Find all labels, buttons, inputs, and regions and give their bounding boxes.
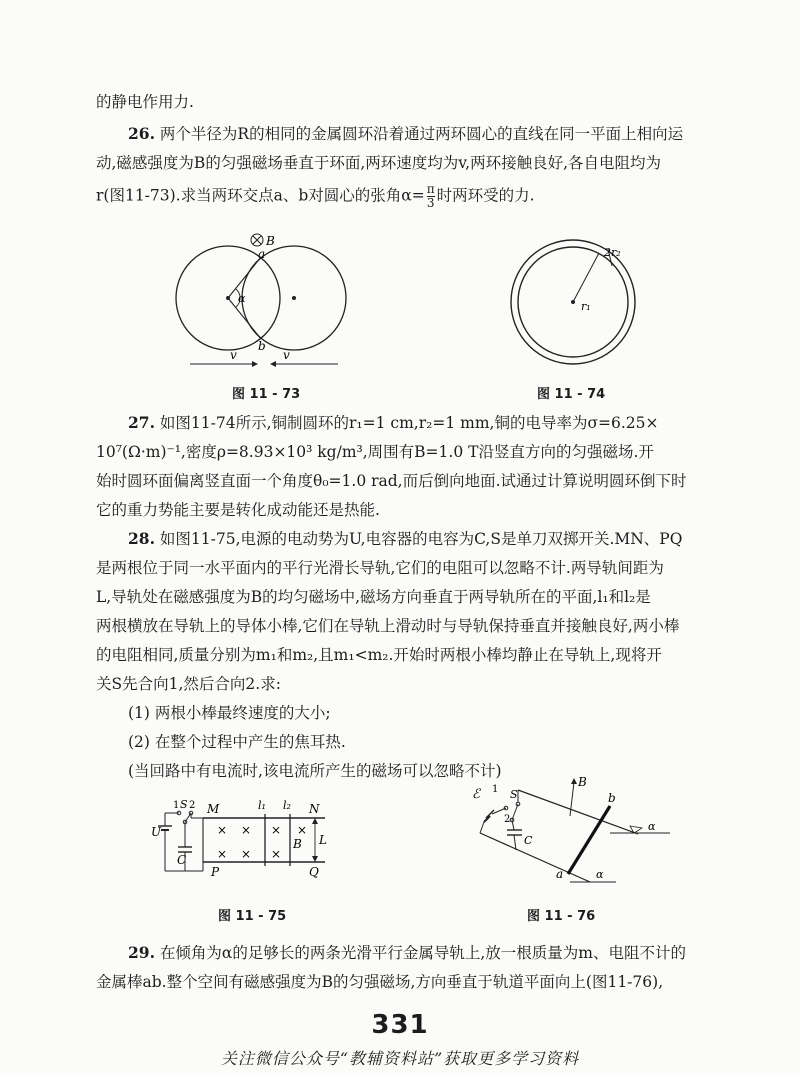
problem-27-line2: 10⁷(Ω·m)⁻¹,密度ρ=8.93×10³ kg/m³,周围有B=1.0 T沿竖直方向的匀强磁场.开	[96, 443, 654, 461]
problem-27-line3: 始时圆环面偏离竖直面一个角度θ₀=1.0 rad,而后倒向地面.试通过计算说明圆环倒下时	[96, 472, 687, 490]
center-dot-left	[226, 296, 230, 300]
switch-S	[177, 811, 203, 824]
label-C: C	[524, 834, 533, 847]
caption-11-76: 图 11 - 76	[527, 909, 596, 924]
label-r1: r₁	[581, 300, 591, 313]
label-L: L	[319, 833, 327, 847]
rail-lower	[480, 833, 590, 882]
label-alpha: α	[238, 292, 246, 305]
figure-11-74	[500, 240, 670, 380]
svg-text:×: ×	[271, 847, 282, 861]
problem-27-line4: 它的重力势能主要是转化成动能还是热能.	[96, 501, 380, 519]
problem-29-line1: 29. 在倾角为α的足够长的两条光滑平行金属导轨上,放一根质量为m、电阻不计的	[128, 943, 687, 962]
label-b: b	[608, 791, 616, 805]
label-a: a	[258, 247, 266, 261]
figure-11-73	[170, 228, 360, 378]
figure-11-76	[470, 775, 670, 898]
problem-28-note: (当回路中有电流时,该电流所产生的磁场可以忽略不计)	[128, 762, 502, 780]
label-B: B	[293, 837, 302, 851]
svg-text:×: ×	[271, 823, 282, 837]
velocity-arrow-right	[190, 361, 258, 367]
label-1: 1	[173, 800, 180, 811]
caption-11-75: 图 11 - 75	[218, 909, 287, 924]
label-B: B	[578, 775, 587, 789]
problem-26-line1: 26. 两个半径为R的相同的金属圆环沿着通过两环圆心的直线在同一平面上相向运	[128, 124, 684, 143]
text-line: 的静电作用力.	[96, 93, 194, 111]
svg-text:×: ×	[217, 847, 228, 861]
label-v-right: v	[283, 348, 290, 362]
rail-upper	[518, 790, 638, 834]
svg-text:×: ×	[217, 823, 228, 837]
problem-27-line1: 27. 如图11-74所示,铜制圆环的r₁=1 cm,r₂=1 mm,铜的电导率为σ=6.25×	[128, 413, 659, 432]
figure-11-75	[151, 796, 345, 896]
label-a: a	[556, 867, 564, 881]
svg-text:×: ×	[297, 823, 308, 837]
footer-note: 关注微信公众号“教辅资料站”获取更多学习资料	[220, 1049, 580, 1068]
problem-29-line2: 金属棒ab.整个空间有磁感强度为B的匀强磁场,方向垂直于轨道平面向上(图11-76),	[96, 973, 664, 991]
problem-28-line2: 是两根位于同一水平面内的平行光滑长导轨,它们的电阻可以忽略不计.两导轨间距为	[96, 559, 664, 577]
label-alpha-lower: α	[596, 868, 604, 881]
problem-28-line3: L,导轨处在磁感强度为B的均匀磁场中,磁场方向垂直于两导轨所在的平面,l₁和l₂是	[96, 588, 651, 606]
label-B: B	[266, 234, 275, 248]
label-1: 1	[492, 784, 499, 795]
label-emf: ℰ	[472, 787, 480, 802]
problem-28-line6: 关S先合向1,然后合向2.求:	[96, 675, 281, 693]
label-C: C	[177, 853, 187, 867]
label-N: N	[309, 802, 320, 816]
problem-28-line5: 的电阻相同,质量分别为m₁和m₂,且m₁<m₂.开始时两根小棒均静止在导轨上,现将开	[96, 646, 662, 664]
problem-26-line2: 动,磁感强度为B的匀强磁场垂直于环面,两环速度均为v,两环接触良好,各自电阻均为	[96, 154, 662, 172]
label-2: 2	[189, 800, 196, 811]
center-dot-right	[292, 296, 296, 300]
velocity-arrow-left	[270, 361, 338, 367]
battery-emf	[480, 808, 506, 833]
svg-text:×: ×	[241, 847, 252, 861]
label-2: 2	[504, 814, 511, 825]
label-Q: Q	[309, 865, 319, 879]
label-2r2: 2r₂	[604, 246, 621, 259]
label-S: S	[180, 798, 188, 811]
caption-11-73: 图 11 - 73	[232, 387, 301, 402]
label-alpha-upper: α	[648, 820, 656, 833]
fraction: $\frac{\pi}{3}$	[426, 182, 435, 210]
label-P: P	[211, 865, 220, 879]
battery-U	[158, 813, 179, 871]
label-v-left: v	[230, 348, 237, 362]
caption-11-74: 图 11 - 74	[537, 387, 606, 402]
problem-28-q2: (2) 在整个过程中产生的焦耳热.	[128, 733, 346, 751]
page-number: 331	[371, 1010, 429, 1040]
label-M: M	[207, 802, 220, 816]
problem-28-line1: 28. 如图11-75,电源的电动势为U,电容器的电容为C,S是单刀双掷开关.MN、PQ	[128, 529, 683, 548]
problem-28-q1: (1) 两根小棒最终速度的大小;	[128, 704, 331, 722]
problem-28-line4: 两根横放在导轨上的导体小棒,它们在导轨上滑动时与导轨保持垂直并接触良好,两小棒	[96, 617, 680, 635]
label-U: U	[151, 825, 162, 839]
svg-text:×: ×	[241, 823, 252, 837]
field-into-page-icon	[251, 234, 263, 246]
problem-26-line3: r(图11-73).求当两环交点a、b对圆心的张角α= $\frac{\pi}{3}$ 时两环受的力.	[96, 182, 535, 210]
label-l1: l₁	[258, 799, 266, 812]
label-S: S	[510, 788, 518, 801]
label-l2: l₂	[283, 799, 291, 812]
label-b: b	[258, 339, 266, 353]
